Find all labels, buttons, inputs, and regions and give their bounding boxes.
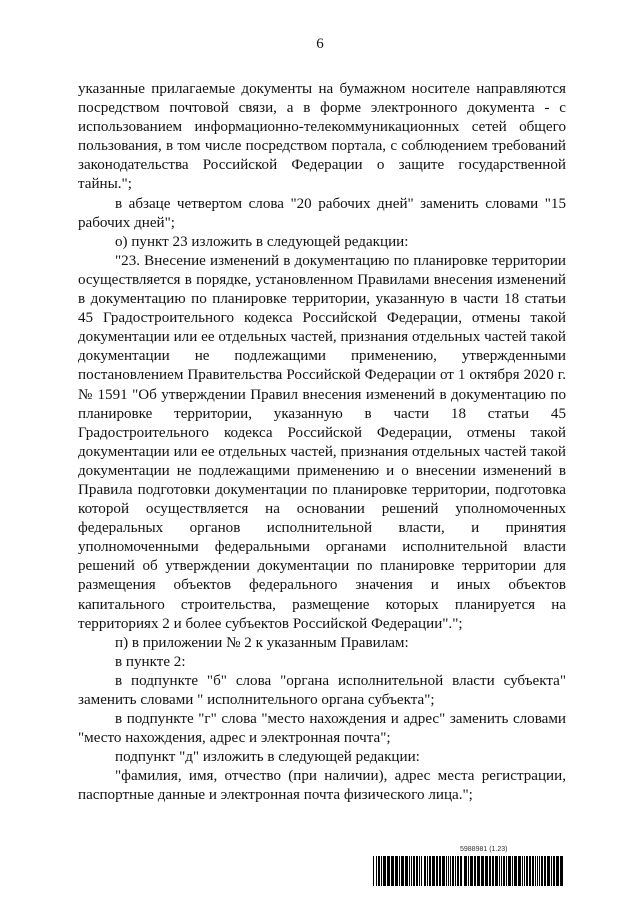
barcode-bar <box>391 856 394 886</box>
barcode-bar <box>448 856 449 886</box>
barcode-bar <box>439 856 441 886</box>
barcode-bar <box>455 856 456 886</box>
barcode-bar <box>429 856 431 886</box>
barcode-bar <box>387 856 390 886</box>
barcode-bar <box>547 856 550 886</box>
barcode-bar <box>544 856 546 886</box>
barcode-bar <box>381 856 382 886</box>
barcode-bar <box>522 856 523 886</box>
paragraph-2: в абзаце четвертом слова "20 рабочих дней" заменить словами "15 рабочих дней"; <box>78 195 566 231</box>
barcode-bar <box>395 856 398 886</box>
barcode-bar <box>442 856 445 886</box>
barcode-bar <box>553 856 555 886</box>
barcode-bar <box>411 856 412 886</box>
barcode-bar <box>503 856 505 886</box>
barcode-bar <box>427 856 428 886</box>
barcode-bar <box>501 856 502 886</box>
paragraph-4: "23. Внесение изменений в документацию по планировке территории осуществляется в порядке, установленном Правилами внесения изменений в документацию по планировке территории, указанную в части 18 статьи 45 Градостроительного кодекса Российской Федерации, отмены такой документации или ее отдельных частей, признания отдельных частей такой документации не подлежащими применению, утвержденными постановлением Правительства Российской Федерации от 1 октября 2020 г. № 1591 "Об утверждении Правил внесения изменений в документацию по планировке территории, указанную в части 18 статьи 45 Градостроительного кодекса Российской Федерации, отмены такой документации или ее отдельных частей, признания отдельных частей такой документации не подлежащими применению и о внесении изменений в Правила подготовки документации по планировке территории, подготовка которой осуществляется на основании решений уполномоченных федеральных органов исполнительной власти, и принятия уполномоченными федеральными органами исполнительной власти решений об утверждении документации по планировке территории для размещения объектов федерального значения и иных объектов капитального строительства, размещение которых планируется на территориях 2 и более субъектов Российской Федерации"."; <box>78 252 566 632</box>
barcode-bar <box>378 856 380 886</box>
barcode-bar <box>399 856 400 886</box>
barcode-bar <box>512 856 513 886</box>
barcode-bar <box>485 856 488 886</box>
paragraph-7: в подпункте "б" слова "органа исполнительной власти субъекта" заменить словами " исполнительного органа субъекта"; <box>78 672 566 708</box>
paragraph-9: подпункт "д" изложить в следующей редакции: <box>115 749 420 766</box>
barcode-bar <box>526 856 528 886</box>
barcode-bar <box>551 856 552 886</box>
barcode-bar <box>436 856 438 886</box>
barcode-bar <box>383 856 386 886</box>
barcode-bar <box>421 856 422 886</box>
document-code: 5988981 (1.23) <box>460 846 508 853</box>
barcode-bar <box>532 856 534 886</box>
barcode-bar <box>560 856 563 886</box>
barcode-bar <box>495 856 498 886</box>
paragraph-10: "фамилия, имя, отчество (при наличии), адрес места регистрации, паспортные данные и электронная почта физического лица."; <box>78 768 566 804</box>
barcode-bar <box>499 856 500 886</box>
barcode-bar <box>424 856 426 886</box>
barcode-bar <box>477 856 480 886</box>
barcode-bar <box>489 856 491 886</box>
barcode-bar <box>446 856 447 886</box>
barcode-bar <box>537 856 538 886</box>
barcode-bar <box>401 856 404 886</box>
barcode-bar <box>539 856 540 886</box>
barcode-bar <box>524 856 525 886</box>
barcode-bar <box>492 856 494 886</box>
barcode-bar <box>518 856 521 886</box>
barcode-bar <box>373 856 374 886</box>
paragraph-3: о) пункт 23 изложить в следующей редакции: <box>115 233 409 250</box>
barcode-image <box>373 856 563 886</box>
barcode-bar <box>413 856 415 886</box>
barcode-bar <box>474 856 476 886</box>
barcode-bar <box>470 856 473 886</box>
paragraph-5: п) в приложении № 2 к указанным Правилам: <box>115 634 409 651</box>
barcode-bar <box>457 856 459 886</box>
barcode-bar <box>376 856 377 886</box>
page-number: 6 <box>316 36 324 52</box>
barcode-bar <box>506 856 507 886</box>
barcode-bar <box>535 856 536 886</box>
barcode-bar <box>450 856 451 886</box>
barcode-bar <box>481 856 484 886</box>
barcode-bar <box>464 856 467 886</box>
barcode-bar <box>419 856 420 886</box>
barcode-bar <box>541 856 543 886</box>
paragraph-8: в подпункте "г" слова "место нахождения и адрес" заменить словами "место нахождения, адрес и электронная почта"; <box>78 711 566 747</box>
barcode-bar <box>409 856 410 886</box>
barcode-bar <box>416 856 418 886</box>
barcode-bar <box>405 856 408 886</box>
barcode-bar <box>432 856 435 886</box>
paragraph-1: указанные прилагаемые документы на бумажном носителе направляются посредством почтовой связи, а в форме электронного документа - с использованием информационно-телекоммуникационных сетей общего пользования, в том числе посредством портала, с соблюдением требований законодательства Российской Федерации о защите государственной тайны."; <box>78 81 566 193</box>
barcode-bar <box>529 856 531 886</box>
barcode-bar <box>508 856 511 886</box>
paragraph-6: в пункте 2: <box>115 653 186 670</box>
barcode-bar <box>556 856 559 886</box>
barcode-bar <box>452 856 454 886</box>
barcode-bar <box>514 856 517 886</box>
barcode-bar <box>468 856 469 886</box>
barcode-bar <box>460 856 462 886</box>
document-body <box>78 80 566 806</box>
